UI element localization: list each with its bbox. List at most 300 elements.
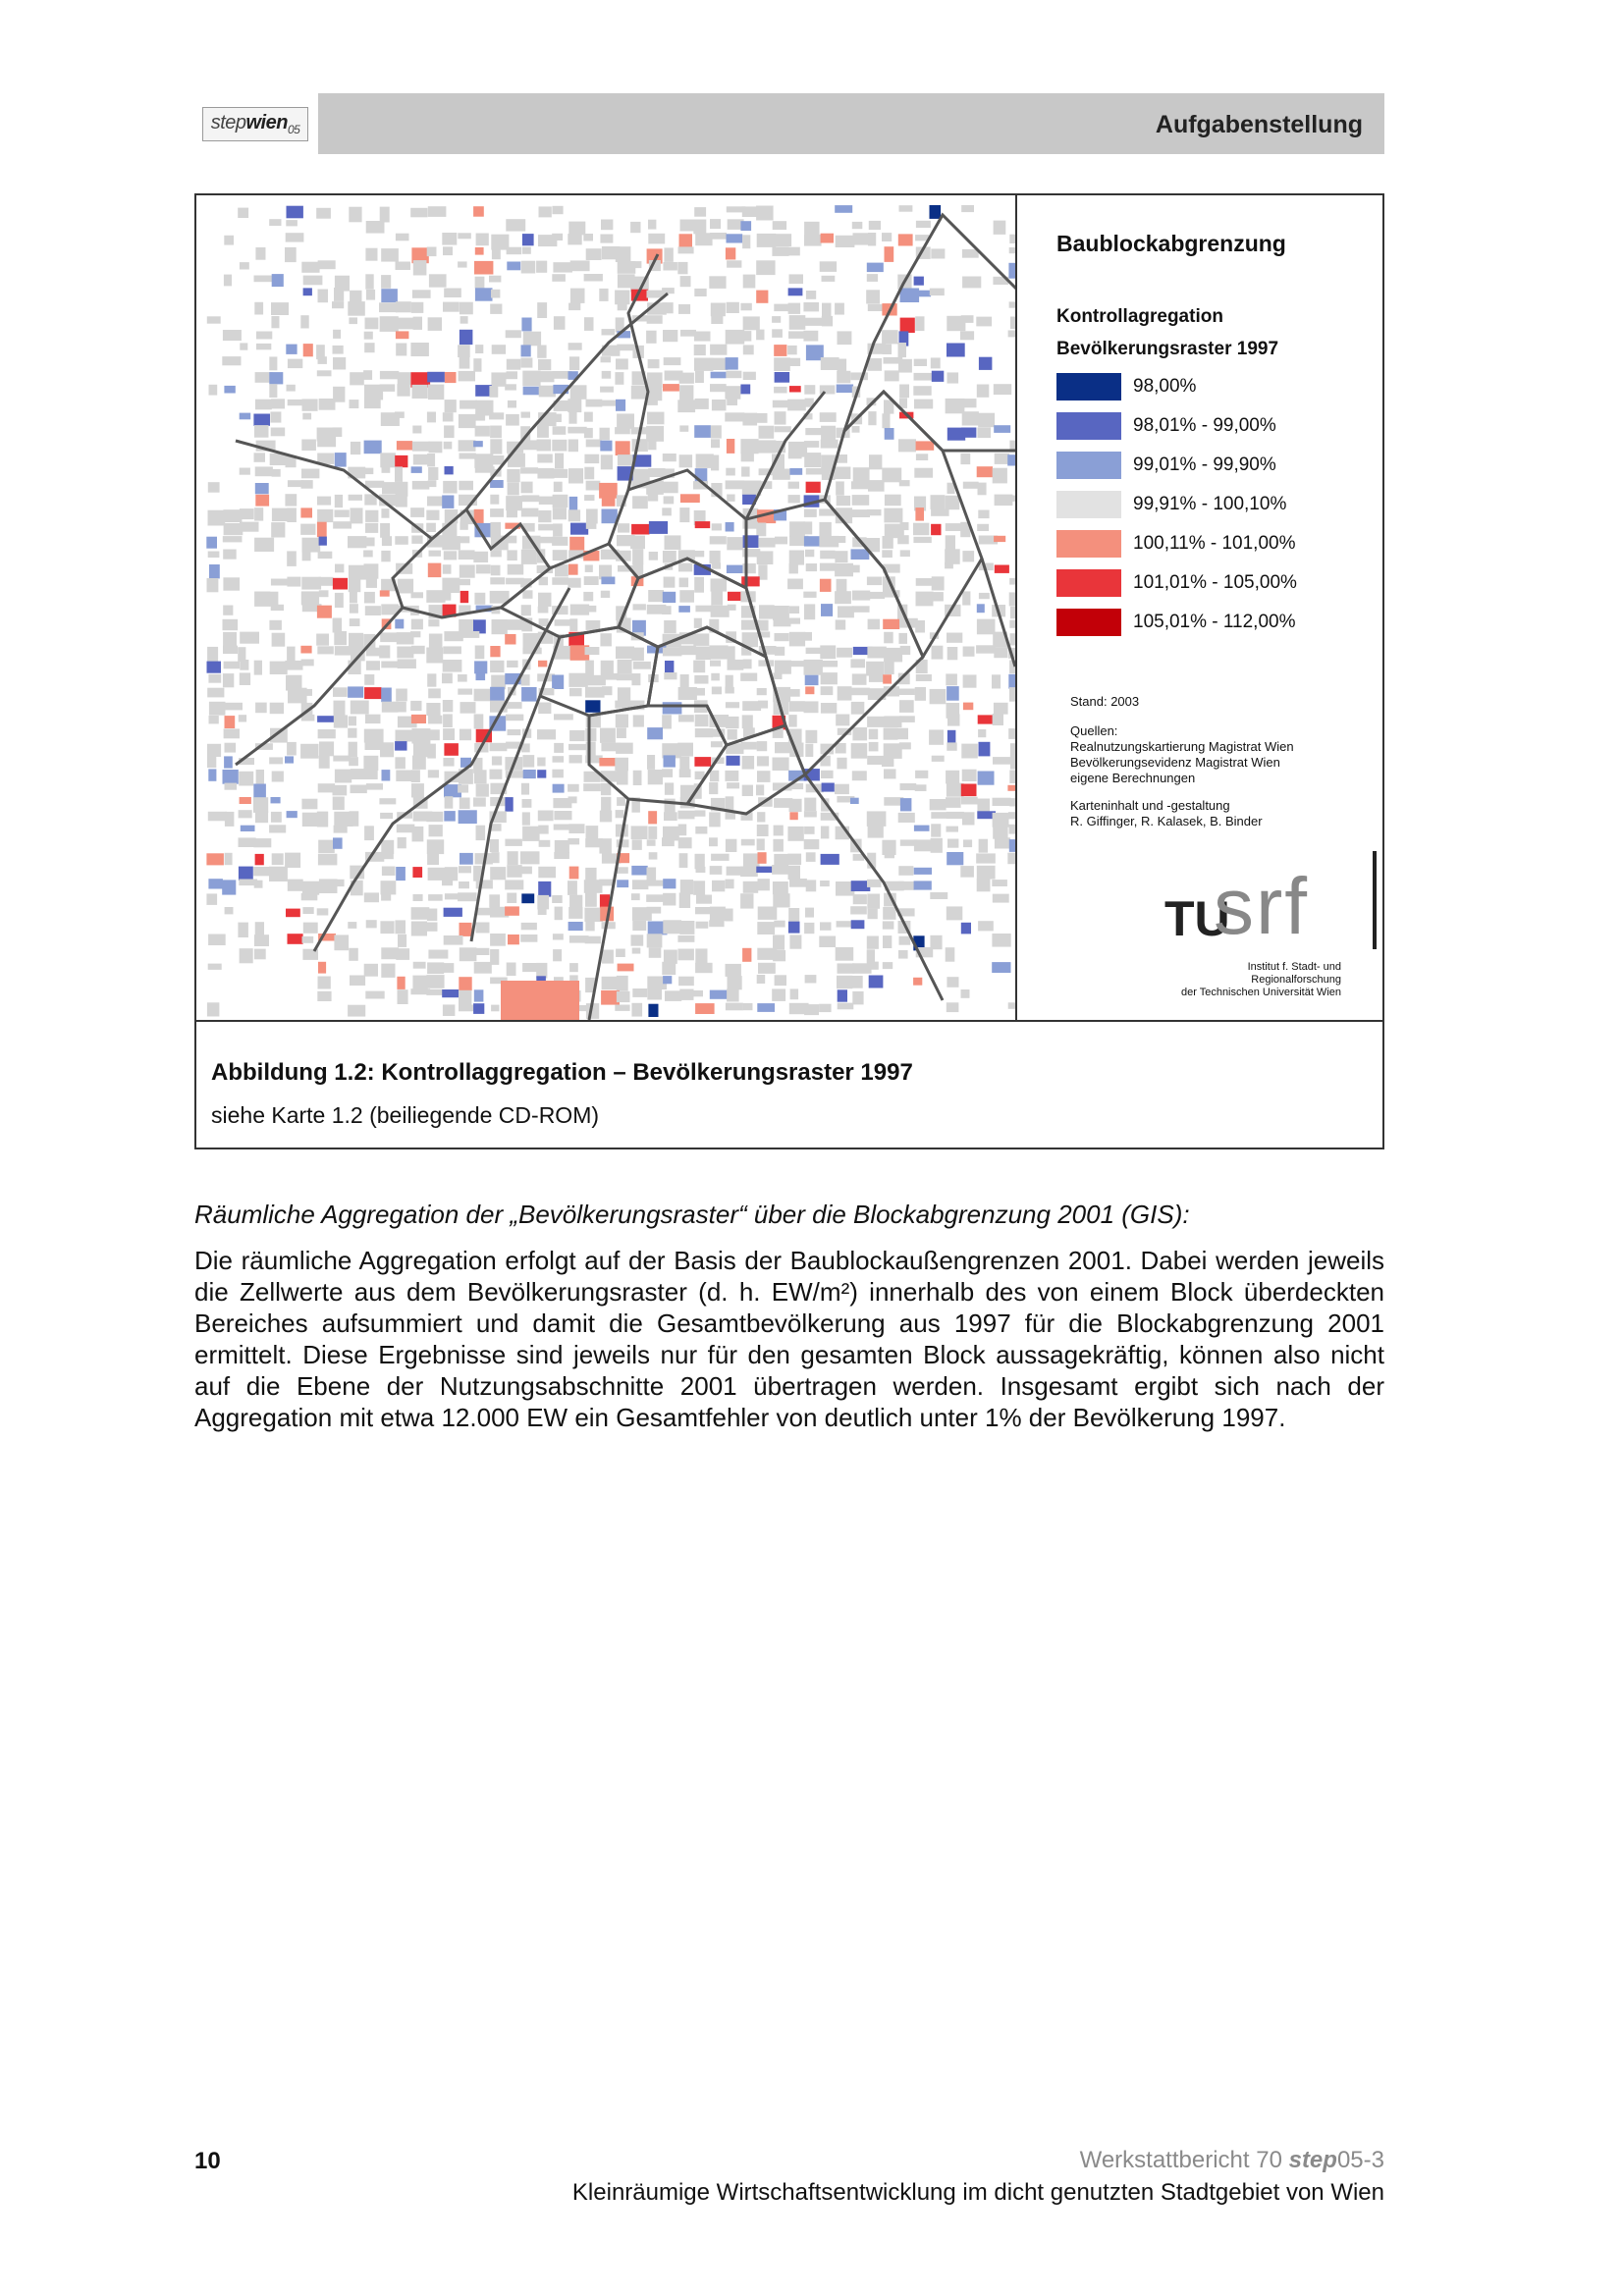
map-block [459,371,475,382]
map-block [554,714,573,720]
map-block [426,989,443,995]
map-block [804,798,816,811]
map-block [617,345,634,351]
map-block [351,701,369,715]
map-block [804,385,815,395]
map-block [505,906,519,915]
map-block [411,302,424,313]
map-block [664,496,675,504]
map-block [679,646,696,656]
map-block [726,522,734,532]
map-block [410,343,429,356]
legend-swatch [1056,452,1121,479]
map-block [726,480,744,489]
map-block [554,316,566,330]
map-block [522,590,532,599]
map-block [522,827,540,841]
map-block [569,755,582,763]
map-block [679,507,689,522]
map-block [490,495,499,505]
map-block [631,866,647,876]
map-block [522,799,532,808]
map-block [787,579,803,590]
map-block [445,372,457,383]
map-block [288,880,303,891]
map-block [445,796,454,809]
map-block [508,564,524,575]
map-block [931,824,941,836]
map-block [474,989,484,1001]
map-block [538,826,549,834]
legend-item [1056,411,1276,441]
map-block [490,867,506,880]
map-block [411,907,430,920]
map-block [932,756,945,762]
map-block [398,989,408,1004]
map-block [663,648,682,657]
map-block [584,428,593,438]
map-block [680,276,691,287]
map-block [946,797,961,808]
map-block [255,495,269,507]
map-block [664,620,676,633]
map-block [240,262,249,269]
map-block [317,497,331,506]
credits-title: Karteninhalt und -gestaltung [1070,798,1230,813]
map-block [428,729,440,740]
legend-sources [1070,723,1294,786]
legend-title: Baublockabgrenzung [1056,231,1286,256]
map-block [586,440,602,448]
map-block [475,247,484,255]
map-block [271,428,286,437]
map-block [995,565,1009,573]
map-block [490,480,504,488]
map-block [318,290,329,303]
map-block [882,550,893,558]
map-block [473,1003,484,1014]
map-block [460,702,476,714]
map-block [522,755,534,768]
map-block [616,400,625,411]
map-block [568,578,580,588]
map-block [757,922,775,934]
map-block [568,881,577,895]
map-block [867,936,879,949]
map-block [585,936,601,944]
map-block [789,812,797,820]
map-block [898,813,915,823]
map-block [555,840,569,853]
map-block [459,619,474,633]
map-block [254,661,262,675]
map-block [365,523,378,533]
map-block [473,206,484,217]
map-block [1009,771,1015,784]
map-block [537,425,549,438]
map-block [960,331,974,340]
map-block [615,701,631,709]
map-block [616,246,631,262]
map-block [852,673,867,684]
map-block [254,949,266,960]
map-block [787,400,806,411]
map-block [743,316,760,330]
map-block [300,507,312,517]
map-block [318,783,335,792]
map-block [458,261,467,267]
map-block [617,413,634,428]
map-block [207,316,221,323]
map-block [241,826,255,831]
map-block [539,386,556,398]
map-block [333,330,341,339]
map-block [223,606,233,615]
map-block [552,577,568,585]
map-block [522,371,540,387]
map-block [741,576,760,586]
map-block [946,947,955,962]
map-block [709,276,726,289]
map-block [332,301,344,308]
map-block [300,524,315,535]
map-block [570,289,585,303]
map-block [271,812,282,823]
map-block [365,715,381,723]
map-block [852,222,863,229]
map-block [867,509,882,515]
map-block [773,934,784,949]
map-block [772,865,788,875]
map-block [569,497,578,511]
map-block [1007,454,1015,465]
map-block [835,784,849,794]
map-block [521,482,533,494]
map-block [460,316,468,324]
map-block [631,893,640,900]
map-block [537,454,553,463]
map-block [804,509,817,517]
map-block [538,811,554,822]
map-block [538,510,551,522]
map-block [411,922,427,936]
map-block [600,235,613,243]
map-block [677,811,694,820]
map-block [317,646,334,654]
map-block [711,455,719,471]
map-block [804,827,815,834]
map-block [552,895,563,903]
map-block [851,549,870,560]
map-block [476,923,490,934]
map-block [412,756,426,770]
map-block [225,703,243,711]
map-block [585,868,596,881]
map-block [978,772,995,785]
map-block [804,318,824,326]
map-block [727,495,734,502]
map-block [806,880,817,891]
map-block [507,865,521,878]
legend-label: 99,91% - 100,10% [1133,494,1287,514]
stepwien-logo [194,93,318,154]
logo-step: step [210,111,246,133]
map-block [586,248,602,260]
map-block [428,716,442,724]
map-block [946,673,957,685]
legend-item [1056,568,1297,598]
map-block [521,605,531,615]
map-block [804,701,819,713]
map-block [443,481,457,494]
map-block [962,277,981,289]
map-block [898,689,915,696]
map-block [662,606,672,614]
map-block [584,274,603,282]
map-block [348,536,366,548]
map-block [852,771,867,780]
map-block [272,274,284,287]
map-block [775,537,787,545]
credits-authors: R. Giffinger, R. Kalasek, B. Binder [1070,814,1263,828]
map-block [475,412,485,421]
map-block [269,825,286,832]
map-block [507,247,522,255]
legend-item [1056,529,1296,559]
map-block [507,550,516,561]
map-block [474,593,485,605]
map-block [271,522,285,537]
map-block [615,427,630,434]
map-block [458,892,477,901]
map-block [223,770,239,784]
map-block [522,812,530,825]
map-block [601,220,613,231]
map-block [460,798,470,810]
map-block [350,976,365,987]
map-block [837,536,846,543]
map-block [835,205,852,213]
map-block [600,728,616,743]
map-block [287,577,300,587]
map-block [568,399,581,412]
legend-subtitle-1: Kontrollagregation [1056,306,1223,327]
map-block [554,743,564,753]
map-block [460,454,476,459]
map-block [537,729,556,739]
map-block [992,880,1007,886]
map-block [678,837,692,848]
map-block [427,839,444,854]
map-block [852,495,870,506]
map-block [914,373,933,381]
map-block [539,577,548,586]
map-block [410,701,421,711]
map-block [615,758,628,772]
map-block [992,674,1001,688]
map-block [302,689,312,696]
map-block [899,480,910,486]
map-block [787,854,801,866]
map-block [568,303,580,311]
map-block [804,660,823,675]
map-block [804,235,822,246]
map-block [677,262,687,274]
map-block [427,497,443,507]
map-block [225,716,236,728]
map-block [838,686,852,700]
map-block [539,206,552,217]
map-block [206,893,217,905]
map-block [395,920,406,934]
legend-stand: Stand: 2003 [1070,694,1140,709]
map-block [773,881,788,894]
map-block [773,893,789,907]
map-block [914,277,924,286]
map-block [710,990,730,999]
map-block [351,507,363,523]
map-block [240,522,259,532]
map-block [568,744,588,750]
map-block [270,411,281,422]
map-block [475,426,490,437]
map-block [663,454,676,461]
map-block [741,466,750,476]
map-block [601,577,615,585]
map-block [852,426,860,433]
map-block [883,962,893,969]
map-block [492,345,506,354]
map-block [319,590,329,597]
map-block [460,564,475,577]
map-block [507,963,516,977]
map-block [317,716,334,722]
map-block [363,370,372,380]
map-block [853,467,870,482]
map-block [538,661,547,667]
map-block [616,358,628,369]
map-block [271,605,284,611]
map-block [599,838,612,853]
legend-item [1056,372,1196,401]
institute-line: Institut f. Stadt- und Regionalforschung [1247,961,1341,986]
map-block [680,330,696,337]
map-block [772,246,788,256]
map-block [978,510,989,519]
map-block [426,812,443,822]
map-block [552,537,568,546]
map-block [256,332,272,340]
map-block [804,839,820,849]
map-block [820,922,832,930]
map-block [804,923,814,934]
map-block [382,482,397,494]
map-block [822,316,833,327]
map-block [442,673,453,684]
map-block [977,385,990,398]
map-block [992,934,1010,947]
page-header [194,93,1384,154]
map-block [476,564,491,573]
map-block [615,1005,629,1011]
map-block [694,207,706,217]
body-paragraph: Die räumliche Aggregation erfolgt auf der Basis der Baublockaußengrenzen 2001. Dabei werden jeweils die Zellwerte aus dem Bevölkerungsraster (d. h. EW/m²) innerhalb des von einem Block überdeckten Bereiches aufsummiert und damit die Gesamtbevölkerung aus 1997 für die Blockabgrenzung 2001 ermittelt. Diese Ergebnisse sind jeweils nur für den gesamten Block aussagekräftig, können also nicht auf die Ebene der Nutzungsabschnitte 2001 übertragen werden. Insgesamt ergibt sich nach der Aggregation mit etwa 12.000 EW ein Gesamtfehler von deutlich unter 1% der Bevölkerung 1997. [194,1246,1384,1432]
map-block [710,219,721,229]
map-block [570,385,587,400]
map-block [553,495,568,507]
map-block [460,400,477,409]
map-block [822,303,832,318]
map-block [915,316,924,331]
map-block [207,647,218,663]
map-block [333,427,343,437]
footer-report-step: step [1288,2147,1337,2173]
map-block [208,769,216,780]
map-block [789,606,799,614]
map-block [521,867,532,875]
map-legend [1017,195,1382,1020]
map-block [821,827,830,839]
map-block [631,648,644,662]
map-block [460,853,473,865]
map-block [947,1002,959,1012]
map-block [711,591,723,606]
map-block [568,673,587,687]
map-block [976,853,996,863]
map-block [822,276,836,282]
map-block [521,508,539,517]
map-block [349,317,357,324]
map-block [789,934,801,948]
map-block [223,673,234,687]
map-block [554,852,569,859]
map-block [711,673,720,681]
map-block [774,921,784,928]
map-block [1009,620,1015,628]
map-block [584,317,594,331]
map-block [270,592,279,607]
map-block [209,702,226,716]
map-block [680,880,693,894]
map-block [930,592,944,601]
map-block [787,346,797,354]
map-block [506,619,523,630]
map-block [443,1004,456,1016]
map-block [851,920,865,929]
map-block [412,385,428,399]
map-block [838,989,847,1001]
map-block [648,441,656,450]
map-block [568,427,586,434]
map-block [913,386,931,396]
map-block [679,425,688,431]
figure-caption: Abbildung 1.2: Kontrollaggregation – Bevölkerungsraster 1997 [211,1059,913,1086]
map-block [238,647,245,662]
map-block [758,879,770,890]
map-block [617,839,629,847]
map-block [553,550,568,561]
map-block [490,770,503,779]
map-block [678,606,690,613]
sources-title: Quellen: [1070,723,1118,738]
map-block [523,387,540,396]
map-block [459,810,477,824]
map-block [537,302,547,318]
map-block [947,372,959,383]
map-block [820,645,836,659]
map-block [914,400,933,409]
map-block [285,853,300,868]
